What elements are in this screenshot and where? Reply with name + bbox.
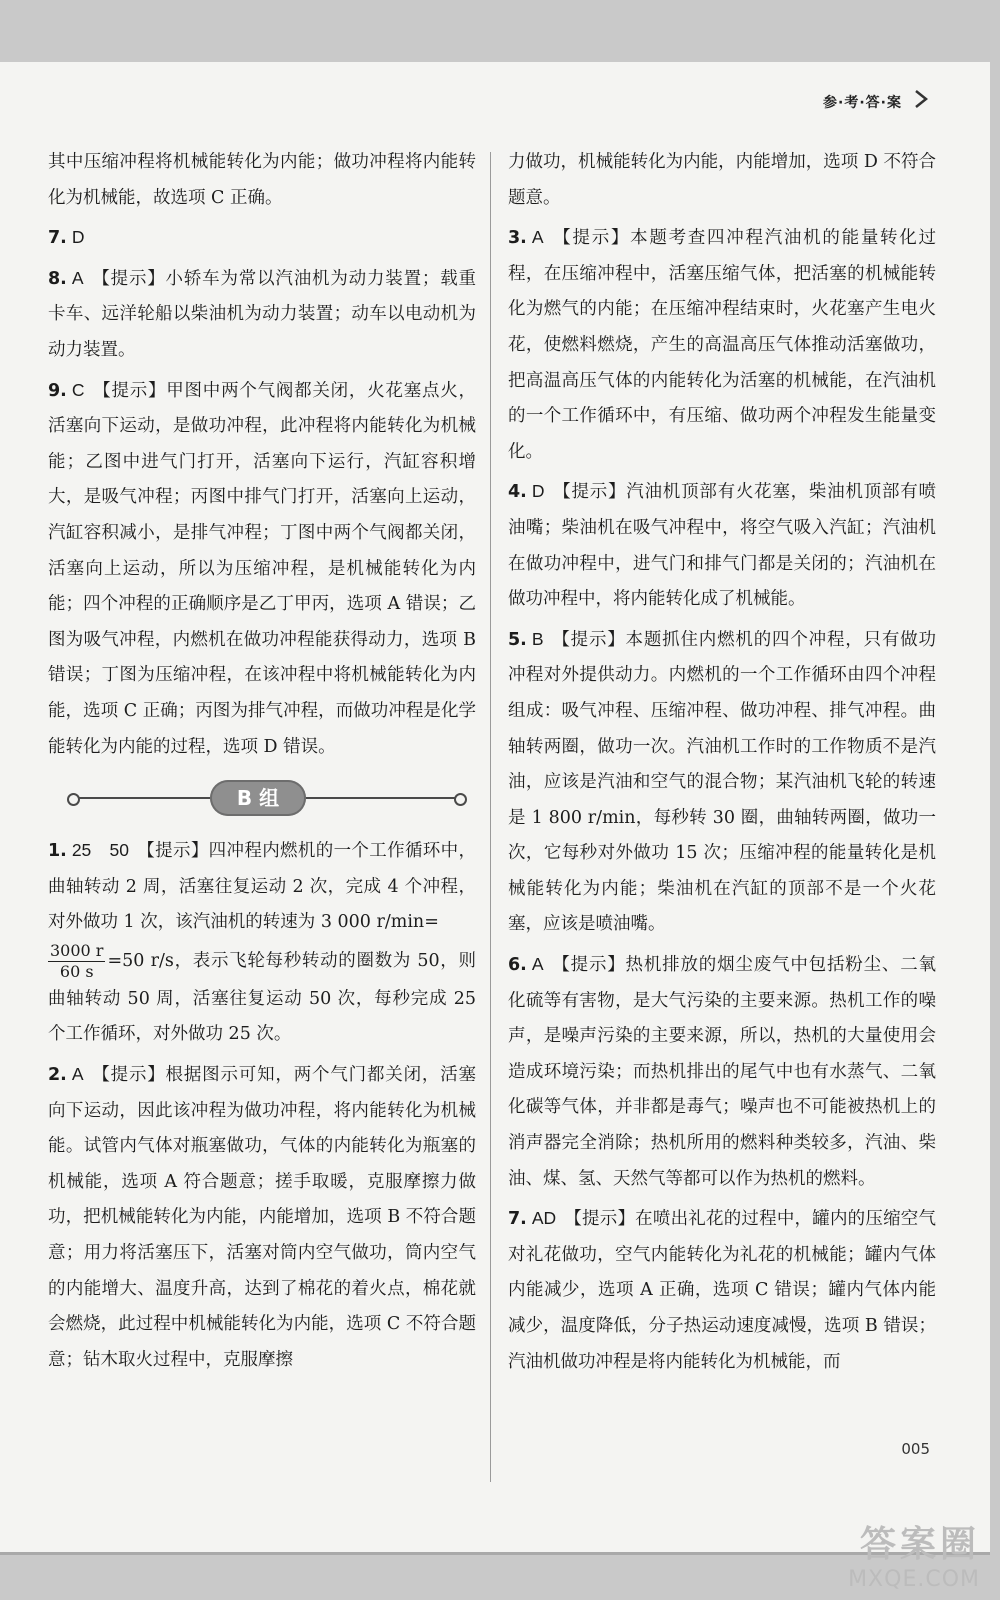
fraction [48,941,105,982]
item-answer: D [531,481,545,502]
item-number: 1. [48,841,67,862]
answer-item-9 [48,373,476,766]
item-text: 【提示】在喷出礼花的过程中，罐内的压缩空气对礼花做功，空气内能转化为礼花的机械能；罐内气体内能减少，选项 A 正确，选项 C 错误；罐内气体内能减少，温度降低，分子热运动速度减慢，选项 B 错误；汽油机做功冲程是将内能转化为机械能，而 [508,1209,936,1372]
group-badge: B 组 [210,780,306,816]
fraction-denominator: 60 s [59,961,94,981]
left-intro: 其中压缩冲程将机械能转化为内能；做功冲程将内能转化为机械能，故选项 C 正确。 [48,152,476,208]
answer-item-b1 [48,833,476,1053]
item-answer: A [71,1064,84,1085]
item-number: 9. [48,380,67,401]
left-column [48,145,476,1382]
page-number: 005 [901,1440,930,1458]
header-tag: 参·考·答·案 [823,95,902,111]
item-answer: A [531,954,544,975]
item-text: 【提示】本题考查四冲程汽油机的能量转化过程，在压缩冲程中，活塞压缩气体，把活塞的机械能转化为燃气的内能；在压缩冲程结束时，火花塞产生电火花，使燃料燃烧，产生的高温高压气体推动活塞做功，把高温高压气体的内能转化为活塞的机械能，在汽油机的一个工作循环中，有压缩、做功两个冲程发生能量变化。 [508,228,936,462]
item-number: 2. [48,1065,67,1086]
item-text: 【提示】汽油机顶部有火花塞，柴油机顶部有喷油嘴；柴油机在吸气冲程中，将空气吸入汽缸；汽油机在做功冲程中，进气门和排气门都是关闭的；汽油机在做功冲程中，将内能转化成了机械能。 [508,482,936,610]
answer-item-3 [508,220,936,470]
item-number: 7. [48,228,67,249]
answer-item-7-right [508,1201,936,1380]
item-number: 5. [508,629,527,650]
watermark-line1: 答案圈 [859,1524,980,1565]
item-answer: A [531,227,544,248]
item-answer: AD [531,1208,557,1229]
item-number: 4. [508,482,527,503]
right-intro: 力做功，机械能转化为内能，内能增加，选项 D 不符合题意。 [508,152,936,208]
answer-item-b2 [48,1057,476,1378]
chevron-right-icon [910,88,932,110]
watermark-logo [848,1516,980,1592]
answer-item-4 [508,474,936,617]
item-answer: D [71,227,85,248]
item-answer: B [531,628,544,649]
item-text: 【提示】本题抓住内燃机的四个冲程，只有做功冲程对外提供动力。内燃机的一个工作循环由四个冲程组成：吸气冲程、压缩冲程、做功冲程、排气冲程。曲轴转两圈，做功一次。汽油机工作时的工作物质不是汽油，应该是汽油和空气的混合物；某汽油机飞轮的转速是 1 800 r/min，每秒转 30 圈，曲轴转两圈，做功一次，它每秒对外做功 15 次；压缩冲程的能量转化是机械能转化为内能；柴油机在汽缸的顶部不是一个火花塞，应该是喷油嘴。 [508,629,936,935]
answer-item-7 [48,220,476,257]
item-text-continued: =50 r/s，表示飞轮每秒转动的圈数为 50，则曲轴转动 50 周，活塞往复运动 50 次，每秒完成 25 个工作循环，对外做功 25 次。 [48,950,476,1045]
item-answer: C [71,379,85,400]
item-number: 8. [48,268,67,289]
item-number: 7. [508,1209,527,1230]
fraction-numerator: 3000 r [50,940,104,960]
item-text: 【提示】小轿车为常以汽油机为动力装置；载重卡车、远洋轮船以柴油机为动力装置；动车以电动机为动力装置。 [48,268,476,360]
item-number: 3. [508,228,527,249]
item-number: 6. [508,955,527,976]
item-text: 【提示】四冲程内燃机的一个工作循环中，曲轴转动 2 周，活塞往复运动 2 次，完成 4 个冲程，对外做功 1 次，该汽油机的转速为 3 000 r/min= [48,841,476,933]
document-page [0,62,990,1555]
right-column [508,145,936,1384]
group-heading [48,773,476,823]
answer-item-6 [508,947,936,1197]
item-text: 【提示】甲图中两个气阀都关闭，火花塞点火，活塞向下运动，是做功冲程，此冲程将内能转化为机械能；乙图中进气门打开，活塞向下运行，汽缸容积增大，是吸气冲程；丙图中排气门打开，活塞向上运动，汽缸容积减小，是排气冲程；丁图中两个气阀都关闭，活塞向上运动，所以为压缩冲程，是机械能转化为内能；四个冲程的正确顺序是乙丁甲丙，选项 A 错误；乙图为吸气冲程，内燃机在做功冲程能获得动力，选项 B 错误；丁图为压缩冲程，在该冲程中将机械能转化为内能，选项 C 正确；丙图为排气冲程，而做功冲程是化学能转化为内能的过程，选项 D 错误。 [48,380,476,757]
answer-item-5 [508,622,936,943]
answer-item-8 [48,261,476,369]
item-answer: A [71,267,84,288]
watermark-line2: MXQE.COM [848,1567,980,1592]
item-text: 【提示】根据图示可知，两个气门都关闭，活塞向下运动，因此该冲程为做功冲程，将内能转化为机械能。试管内气体对瓶塞做功，气体的内能转化为瓶塞的机械能，选项 A 符合题意；搓手取暖，克服摩擦力做功，把机械能转化为内能，内能增加，选项 B 不符合题意；用力将活塞压下，活塞对筒内空气做功，筒内空气的内能增大、温度升高，达到了棉花的着火点，棉花就会燃烧，此过程中机械能转化为内能，选项 C 不符合题意；钻木取火过程中，克服摩擦 [48,1065,476,1370]
item-answer: 25 50 [71,840,129,861]
column-divider [490,152,491,1482]
item-text: 【提示】热机排放的烟尘废气中包括粉尘、二氧化硫等有害物，是大气污染的主要来源。热机工作的噪声，是噪声污染的主要来源，所以，热机的大量使用会造成环境污染；而热机排出的尾气中也有水蒸气、二氧化碳等气体，并非都是毒气；噪声也不可能被热机上的消声器完全消除；热机所用的燃料种类较多，汽油、柴油、煤、氢、天然气等都可以作为热机的燃料。 [508,955,936,1189]
